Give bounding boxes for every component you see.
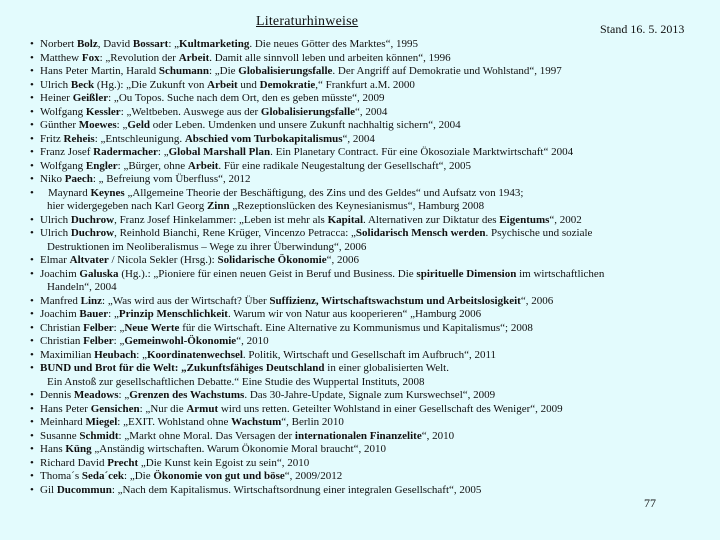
entry-bold-text: Bolz (76, 38, 98, 50)
entry-text: Ulrich (40, 227, 71, 239)
entry-text: “, 2004 (355, 105, 388, 118)
literature-entry (30, 200, 700, 214)
entry-text: Manfred (40, 294, 81, 307)
entry-text: : „ (113, 335, 125, 347)
entry-text: . Politik, Wirtschaft und Gesellschaft im Aufbruch“, 2011 (242, 348, 497, 361)
entry-text: Fritz (40, 132, 64, 145)
entry-text: „Die Kunst kein Egoist zu sein“, 2010 (138, 456, 310, 469)
entry-bold-text: Bauer (79, 308, 109, 320)
entry-bold-text: Meadows (73, 389, 119, 401)
entry-bold-text: Koordinatenwechsel (146, 348, 243, 361)
literature-entry (30, 362, 700, 376)
entry-bold-text: Beck (70, 78, 95, 91)
literature-entry (30, 119, 700, 133)
entry-text: Heiner (40, 92, 73, 104)
entry-bold-text: Duchrow (70, 227, 115, 239)
entry-bold-text: Keynes (90, 186, 125, 199)
page-number: 77 (644, 496, 656, 510)
entry-bold-text: Suffizienz, Wirtschaftswachstum und Arbeitslosigkeit (269, 294, 521, 307)
literature-entry (30, 308, 700, 322)
entry-text: “, 2010 (236, 335, 269, 347)
literature-entry (30, 457, 700, 471)
entry-text: , Franz Josef Hinkelammer: „Leben ist mehr als (114, 213, 328, 226)
literature-entry (30, 443, 700, 457)
entry-text: Meinhard (40, 416, 86, 428)
entry-bold-text: BUND und Brot für die Welt: „Zukunftsfähiges Deutschland (40, 362, 325, 374)
entry-bold-text: Solidarische Ökonomie (217, 254, 327, 266)
literature-entry (30, 133, 700, 147)
entry-bold-text: Arbeit (187, 159, 219, 172)
entry-text: : „Revolution der (99, 51, 179, 64)
entry-text: : „Entschleunigung. (94, 132, 185, 145)
literature-entry (30, 173, 700, 187)
literature-entry (30, 106, 700, 120)
entry-text: Hans (40, 443, 66, 455)
entry-text: “, 2006 (326, 254, 359, 266)
literature-entry (30, 227, 700, 241)
entry-text: (Hg.).: „Pioniere für einen neuen Geist in Beruf und Business. Die (118, 267, 417, 280)
entry-text: im wirtschaftlichen (516, 267, 605, 280)
page-title: Literaturhinweise (256, 14, 359, 29)
entry-text: . Der Angriff auf Demokratie und Wohlstand“, 1997 (332, 65, 562, 77)
entry-bold-text: Neue Werte (124, 321, 180, 334)
entry-text: Matthew (40, 51, 82, 64)
entry-text: . Für eine radikale Neugestaltung der Gesellschaft“, 2005 (218, 159, 472, 172)
entry-bold-text: Heubach (94, 348, 137, 361)
entry-bold-text: Geld (127, 119, 150, 131)
entry-text: “, 2004 (342, 132, 375, 145)
entry-text: Handeln“, 2004 (47, 281, 117, 293)
entry-bold-text: Linz (80, 294, 103, 307)
entry-text: : „Die (208, 65, 239, 77)
entry-text: : „Die (124, 470, 154, 482)
entry-text: Franz Josef (40, 146, 94, 158)
entry-text: . Psychische und soziale (485, 227, 593, 239)
entry-text: Ulrich (40, 78, 71, 91)
literature-entry (30, 376, 700, 390)
entry-bold-text: Ducommun (56, 483, 112, 496)
literature-entry (30, 430, 700, 444)
entry-bold-text: Wachstum (231, 416, 282, 428)
literature-entry (30, 349, 700, 363)
entry-text: ,“ Frankfurt a.M. 2000 (315, 78, 415, 91)
entry-bold-text: Felber (83, 321, 114, 334)
entry-bold-text: Kapital (327, 213, 364, 226)
literature-list (30, 38, 700, 497)
entry-text: Ulrich (40, 213, 71, 226)
entry-bold-text: Arbeit (178, 51, 210, 64)
entry-bold-text: Paech (64, 173, 93, 185)
entry-bold-text: Kessler (85, 105, 121, 118)
entry-text: Joachim (40, 308, 80, 320)
entry-text: : „Was wird aus der Wirtschaft? Über (102, 294, 270, 307)
entry-text: „Rezeptionslücken des Keynesianismus“, Hamburg 2008 (229, 200, 485, 212)
entry-text: Hans Peter (40, 402, 91, 415)
entry-bold-text: Grenzen des Wachstums (129, 389, 245, 401)
stand-date: Stand 16. 5. 2013 (600, 22, 685, 36)
entry-bold-text: Arbeit (207, 78, 238, 91)
entry-bold-text: Duchrow (70, 213, 115, 226)
entry-bold-text: Armut (186, 402, 219, 415)
entry-bold-text: Demokratie (259, 78, 316, 91)
entry-text: für die Wirtschaft. Eine Alternative zu Kommunismus und Kapitalismus“; 2008 (179, 321, 533, 334)
entry-bold-text: Felber (83, 335, 114, 347)
entry-bold-text: Gemeinwohl-Ökonomie (124, 335, 237, 347)
entry-text: , Reinhold Bianchi, Rene Krüger, Vincenzo Petracca: „ (114, 227, 356, 239)
entry-text: Dennis (40, 389, 74, 401)
entry-bold-text: Ökonomie von gut und böse (153, 470, 285, 482)
entry-bold-text: Precht (107, 456, 139, 469)
entry-text: Hans Peter Martin, Harald (40, 65, 159, 77)
entry-text: Ein Anstoß zur gesellschaftlichen Debatte.“ Eine Studie des Wuppertal Instituts, 2008 (47, 375, 425, 388)
entry-text: / Nicola Sekler (Hrsg.): (108, 254, 218, 266)
entry-bold-text: Engler (85, 159, 118, 172)
literature-entry (30, 65, 700, 79)
entry-bold-text: Schmidt (79, 429, 119, 442)
entry-bold-text: Solidarisch Mensch werden (355, 227, 486, 239)
entry-text: . Ein Planetary Contract. Für eine Ökosoziale Marktwirtschaft“ 2004 (270, 146, 574, 158)
entry-text: : „ Befreiung vom Überfluss“, 2012 (92, 173, 251, 185)
entry-bold-text: Kultmarketing (179, 38, 250, 50)
entry-text: Wolfgang (40, 105, 86, 118)
entry-text: oder Leben. Umdenken und unsere Zukunft nachhaltig sichern“, 2004 (150, 119, 461, 131)
entry-text: Günther (40, 119, 79, 131)
entry-text: Niko (40, 173, 65, 185)
entry-text: . Alternativen zur Diktatur des (363, 213, 500, 226)
literature-entry (30, 281, 700, 295)
entry-text: (Hg.): „Die Zukunft von (94, 78, 208, 91)
entry-text: , David (97, 38, 133, 50)
entry-text: : „ (118, 389, 130, 401)
entry-bold-text: Global Marshall Plan (168, 146, 271, 158)
literature-entry (30, 79, 700, 93)
entry-bold-text: Prinzip Menschlichkeit (118, 308, 228, 320)
entry-text: : „EXIT. Wohlstand ohne (117, 416, 232, 428)
literature-entry (30, 416, 700, 430)
entry-text: : „Bürger, ohne (117, 159, 188, 172)
entry-text: . Die neues Götter des Marktes“, 1995 (249, 38, 418, 50)
entry-text: : „Markt ohne Moral. Das Versagen der (118, 429, 295, 442)
entry-text: “, 2010 (421, 429, 455, 442)
entry-text: : „Ou Topos. Suche nach dem Ort, den es geben müsste“, 2009 (108, 92, 385, 104)
entry-text: Christian (40, 321, 84, 334)
entry-text: : „Nur die (139, 402, 187, 415)
literature-entry (30, 322, 700, 336)
literature-entry (30, 335, 700, 349)
literature-entry (30, 241, 700, 255)
literature-entry (30, 295, 700, 309)
entry-bold-text: internationalen Finanzelite (294, 429, 422, 442)
entry-bold-text: Globalisierungsfalle (238, 65, 333, 77)
entry-text: Destruktionen im Neoliberalismus – Wege zu ihrer Überwindung“, 2006 (47, 240, 367, 253)
literature-entry (30, 403, 700, 417)
entry-text: „Allgemeine Theorie der Beschäftigung, des Zins und des Geldes“ und Aufsatz von 1943; (124, 186, 524, 199)
literature-entry (30, 389, 700, 403)
literature-entry (30, 214, 700, 228)
entry-bold-text: Miegel (85, 416, 118, 428)
literature-entry (30, 52, 700, 66)
entry-bold-text: Radermacher (93, 146, 158, 158)
entry-text: Gil (40, 483, 57, 496)
entry-text: Maximilian (40, 348, 95, 361)
entry-bold-text: Altvater (69, 254, 109, 266)
entry-text: : „Weltbeben. Auswege aus der (120, 105, 261, 118)
entry-text: : „Nach dem Kapitalismus. Wirtschaftsordnung einer integralen Gesellschaft“, 2005 (111, 483, 482, 496)
entry-text: Susanne (40, 429, 80, 442)
entry-text: „Anständig wirtschaften. Warum Ökonomie Moral braucht“, 2010 (91, 443, 386, 455)
entry-bold-text: Globalisierungsfalle (260, 105, 356, 118)
literature-entry (30, 160, 700, 174)
literature-entry (30, 92, 700, 106)
entry-text: Joachim (40, 267, 80, 280)
entry-text: hier widergegeben nach Karl Georg (47, 200, 207, 212)
entry-bold-text: Abschied vom Turbokapitalismus (184, 132, 343, 145)
entry-text: Norbert (40, 38, 77, 50)
entry-bold-text: Zinn (206, 200, 230, 212)
entry-bold-text: Reheis (63, 132, 95, 145)
entry-text: Thoma´s (40, 470, 82, 482)
entry-text: : „ (108, 308, 119, 320)
entry-text: in einer globalisierten Welt. (324, 362, 449, 374)
entry-bold-text: Fox (81, 51, 100, 64)
entry-text: Maynard (48, 186, 91, 199)
entry-text: “, 2006 (520, 294, 554, 307)
entry-text: “, Berlin 2010 (281, 416, 344, 428)
entry-text: Elmar (40, 254, 70, 266)
entry-text: Wolfgang (40, 159, 86, 172)
entry-bold-text: Schumann (158, 65, 209, 77)
entry-text: Christian (40, 335, 84, 347)
entry-text: “, 2009/2012 (284, 470, 343, 482)
entry-text: : „ (116, 119, 128, 131)
literature-entry (30, 38, 700, 52)
entry-text: . Damit alle sinnvoll leben und arbeiten können“, 1996 (209, 51, 451, 64)
entry-bold-text: Moewes (78, 119, 117, 131)
entry-text: : „ (157, 146, 169, 158)
literature-entry (30, 254, 700, 268)
entry-bold-text: Küng (65, 443, 92, 455)
entry-text: : „ (136, 348, 147, 361)
entry-bold-text: Gensichen (90, 402, 140, 415)
entry-bold-text: Bossart (132, 38, 169, 50)
literature-entry (30, 268, 700, 282)
entry-text: . Warum wir von Natur aus kooperieren“ „Hamburg 2006 (227, 308, 482, 320)
entry-bold-text: Galuska (79, 267, 119, 280)
entry-bold-text: spirituelle Dimension (416, 267, 517, 280)
entry-text: “, 2002 (549, 213, 582, 226)
literature-entry (30, 470, 700, 484)
entry-text: : „ (168, 38, 180, 50)
entry-bold-text: Seda´cek (81, 470, 125, 482)
entry-text: . Das 30-Jahre-Update, Signale zum Kurswechsel“, 2009 (244, 389, 496, 401)
entry-text: Richard David (40, 456, 108, 469)
literature-entry (30, 187, 700, 201)
literature-entry (30, 146, 700, 160)
entry-text: : „ (113, 321, 125, 334)
literature-entry (30, 484, 700, 498)
entry-text: wird uns retten. Geteilter Wohlstand in einer Gesellschaft des Weniger“, 2009 (218, 402, 563, 415)
entry-bold-text: Eigentums (499, 213, 550, 226)
entry-bold-text: Geißler (72, 92, 109, 104)
entry-text: und (237, 78, 260, 91)
